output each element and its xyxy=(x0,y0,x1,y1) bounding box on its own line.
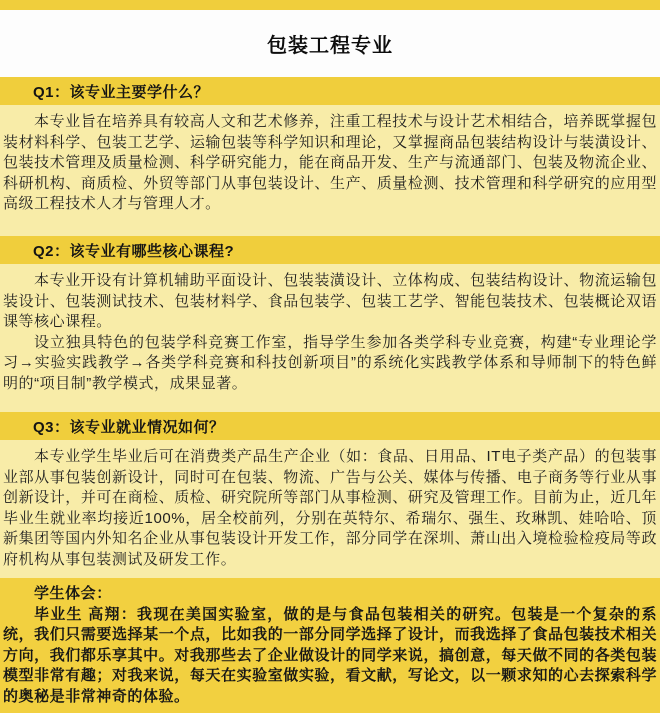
page-header xyxy=(0,10,660,77)
question-band-q1 xyxy=(0,77,660,105)
question-band-q3 xyxy=(0,412,660,440)
experience-heading: 学生体会： xyxy=(34,585,112,602)
question-label-q2: Q2：该专业有哪些核心课程? xyxy=(33,242,235,260)
question-label-q3: Q3：该专业就业情况如何？ xyxy=(33,418,225,436)
answer-body-q1 xyxy=(0,105,660,236)
qa-section-2 xyxy=(0,236,660,412)
top-accent-bar xyxy=(0,0,660,10)
answer-paragraph: 设立独具特色的包装学科竞赛工作室，指导学生参加各类学科专业竞赛，构建“专业理论学习→实验实践教学→各类学科竞赛和科技创新项目”的系统化实践教学体系和导师制下的特色鲜明的“项目制”教学模式，成果显著。 xyxy=(3,333,657,392)
experience-paragraph: 毕业生 高翔：我现在美国实验室，做的是与食品包装相关的研究。包装是一个复杂的系统，我们只需要选择某一个点，比如我的一部分同学选择了设计，而我选择了食品包装技术相关方向，我们都乐享其中。对我那些去了企业做设计的同学来说，搞创意，每天做不同的各类包装模型非常有趣；对我来说，每天在实验室做实验，看文献，写论文，以一颗求知的心去探索科学的奥秘是非常神奇的体验。 xyxy=(3,605,657,705)
student-experience-section xyxy=(0,578,660,713)
answer-body-q3 xyxy=(0,440,660,578)
answer-paragraph: 本专业旨在培养具有较高人文和艺术修养，注重工程技术与设计艺术相结合，培养既掌握包装材料科学、包装工艺学、运输包装等科学知识和理论，又掌握商品包装结构设计与装潢设计、包装技术管理及质量检测、科学研究能力，能在商品开发、生产与流通部门、包装及物流企业、科研机构、商质检、外贸等部门从事包装设计、生产、质量检测、技术管理和科学研究的应用型高级工程技术人才与管理人才。 xyxy=(3,113,657,212)
answer-paragraph: 本专业学生毕业后可在消费类产品生产企业（如：食品、日用品、IT电子类产品）的包装事业部从事包装创新设计，同时可在包装、物流、广告与公关、媒体与传播、电子商务等行业从事创新设计，并可在商检、质检、研究院所等部门从事检测、研究及管理工作。目前为止，近几年毕业生就业率均接近100%，居全校前列，分别在英特尔、希瑞尔、强生、玫琳凯、娃哈哈、顶新集团等国内外知名企业从事包装设计开发工作，部分同学在深圳、萧山出入境检验检疫局等政府机构从事包装测试及研发工作。 xyxy=(3,448,657,568)
question-label-q1: Q1：该专业主要学什么？ xyxy=(33,83,210,101)
qa-section-3 xyxy=(0,412,660,578)
answer-body-q2 xyxy=(0,264,660,412)
answer-paragraph: 本专业开设有计算机辅助平面设计、包装装潢设计、立体构成、包装结构设计、物流运输包装设计、包装测试技术、包装材料学、食品包装学、包装工艺学、智能包装技术、包装概论双语课等核心课程。 xyxy=(3,272,657,330)
qa-section-1 xyxy=(0,77,660,236)
question-band-q2 xyxy=(0,236,660,264)
page-title: 包装工程专业 xyxy=(267,35,393,57)
